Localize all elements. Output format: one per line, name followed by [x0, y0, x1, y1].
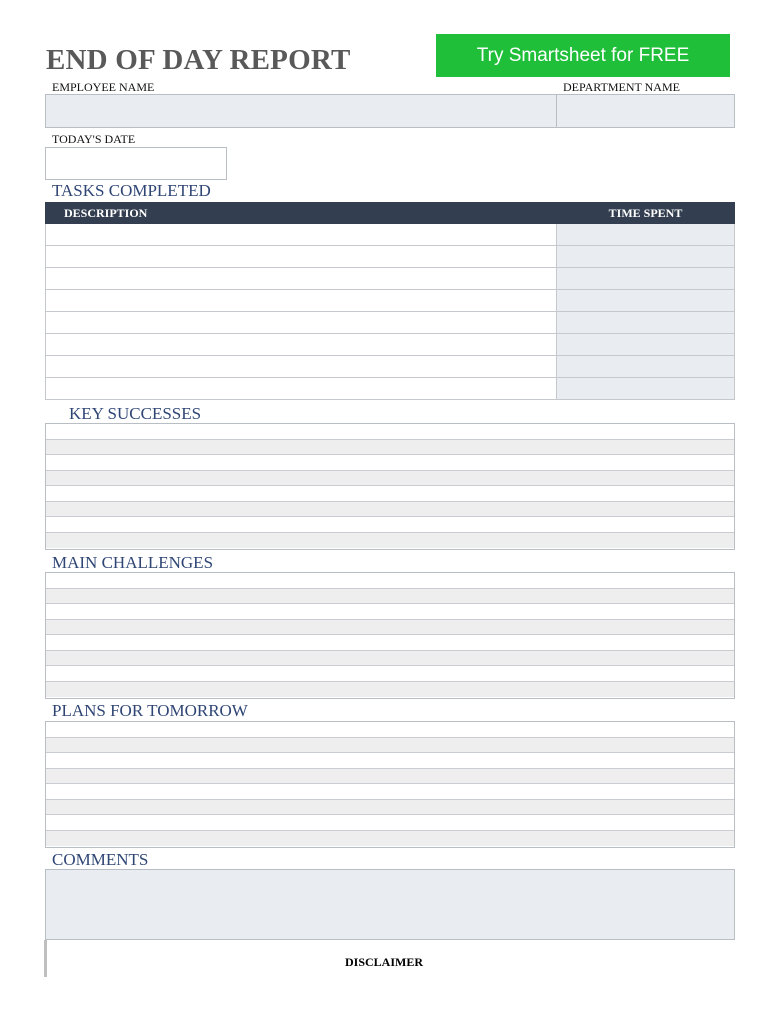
task-time-cell[interactable] — [557, 246, 735, 268]
task-description-cell[interactable] — [46, 312, 557, 334]
list-item[interactable] — [46, 753, 734, 769]
todays-date-field[interactable] — [45, 147, 227, 180]
time-spent-column-header: TIME SPENT — [557, 203, 735, 224]
table-row — [46, 378, 735, 400]
tasks-table — [45, 202, 735, 400]
task-time-cell[interactable] — [557, 312, 735, 334]
comments-field[interactable] — [45, 869, 735, 940]
task-description-cell[interactable] — [46, 334, 557, 356]
table-row — [46, 246, 735, 268]
todays-date-label: TODAY'S DATE — [52, 132, 136, 146]
task-description-cell[interactable] — [46, 378, 557, 400]
list-item[interactable] — [46, 738, 734, 754]
list-item[interactable] — [46, 455, 734, 471]
comments-heading: COMMENTS — [52, 850, 149, 869]
list-item[interactable] — [46, 517, 734, 533]
list-item[interactable] — [46, 769, 734, 785]
table-row — [46, 224, 735, 246]
list-item[interactable] — [46, 722, 734, 738]
table-row — [46, 290, 735, 312]
list-item[interactable] — [46, 620, 734, 636]
list-item[interactable] — [46, 440, 734, 456]
list-item[interactable] — [46, 815, 734, 831]
list-item[interactable] — [46, 682, 734, 698]
tasks-completed-heading: TASKS COMPLETED — [52, 181, 211, 200]
table-row — [46, 268, 735, 290]
department-name-field[interactable] — [556, 94, 735, 128]
try-smartsheet-button[interactable]: Try Smartsheet for FREE — [436, 34, 730, 77]
list-item[interactable] — [46, 589, 734, 605]
list-item[interactable] — [46, 800, 734, 816]
key-successes-heading: KEY SUCCESSES — [69, 404, 202, 423]
employee-name-field[interactable] — [45, 94, 557, 128]
list-item[interactable] — [46, 533, 734, 549]
task-description-cell[interactable] — [46, 246, 557, 268]
list-item[interactable] — [46, 604, 734, 620]
task-time-cell[interactable] — [557, 224, 735, 246]
task-time-cell[interactable] — [557, 356, 735, 378]
list-item[interactable] — [46, 486, 734, 502]
list-item[interactable] — [46, 784, 734, 800]
task-time-cell[interactable] — [557, 334, 735, 356]
main-challenges-heading: MAIN CHALLENGES — [52, 553, 214, 572]
list-item[interactable] — [46, 502, 734, 518]
employee-name-label: EMPLOYEE NAME — [52, 80, 155, 94]
plans-for-tomorrow-area[interactable] — [45, 721, 735, 848]
task-time-cell[interactable] — [557, 378, 735, 400]
table-row — [46, 334, 735, 356]
list-item[interactable] — [46, 666, 734, 682]
description-column-header: DESCRIPTION — [46, 203, 557, 224]
list-item[interactable] — [46, 831, 734, 847]
list-item[interactable] — [46, 471, 734, 487]
task-time-cell[interactable] — [557, 268, 735, 290]
list-item[interactable] — [46, 573, 734, 589]
main-challenges-area[interactable] — [45, 572, 735, 699]
table-row — [46, 356, 735, 378]
list-item[interactable] — [46, 651, 734, 667]
task-time-cell[interactable] — [557, 290, 735, 312]
list-item[interactable] — [46, 424, 734, 440]
list-item[interactable] — [46, 635, 734, 651]
task-description-cell[interactable] — [46, 290, 557, 312]
page-title: END OF DAY REPORT — [46, 44, 351, 76]
table-row — [46, 312, 735, 334]
department-name-label: DEPARTMENT NAME — [563, 80, 680, 94]
task-description-cell[interactable] — [46, 224, 557, 246]
plans-for-tomorrow-heading: PLANS FOR TOMORROW — [52, 701, 248, 720]
task-description-cell[interactable] — [46, 356, 557, 378]
disclaimer-label: DISCLAIMER — [344, 955, 423, 969]
key-successes-area[interactable] — [45, 423, 735, 550]
task-description-cell[interactable] — [46, 268, 557, 290]
